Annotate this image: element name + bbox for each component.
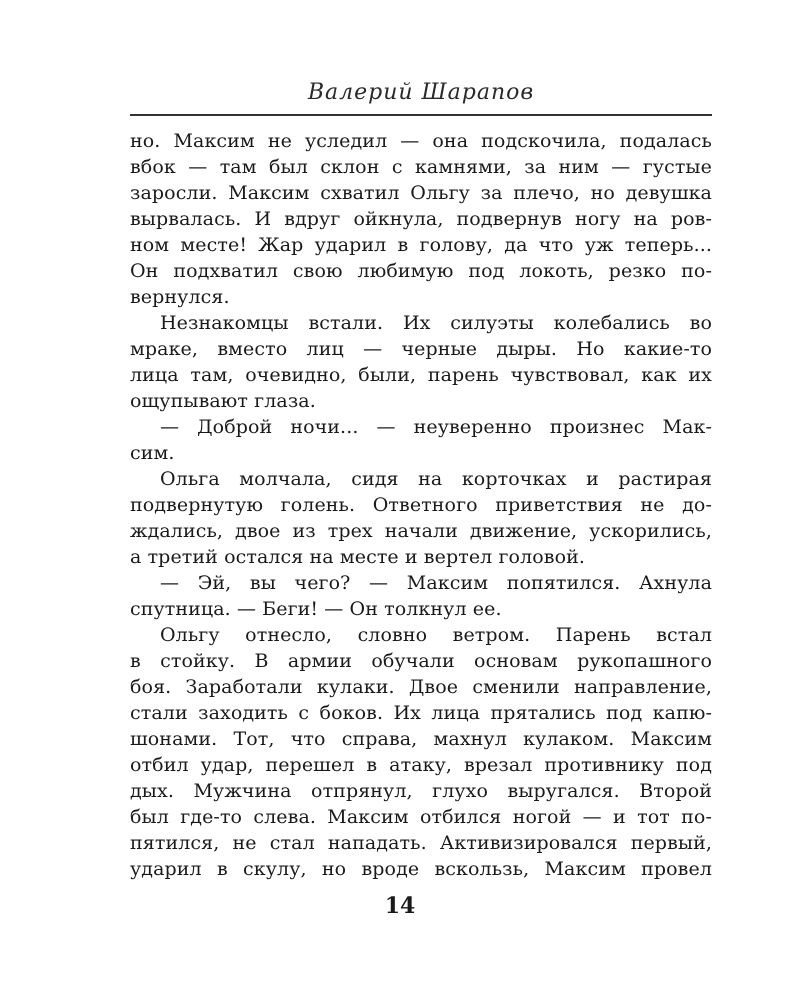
text-line: в стойку. В армии обучали основам рукопашного	[130, 650, 712, 672]
text-line: а третий остался на месте и вертел головой.	[130, 546, 586, 568]
body-text	[130, 128, 712, 882]
text-line: вырвалась. И вдруг ойкнула, подвернув ногу на ров-	[130, 208, 712, 230]
text-line: ощупывают глаза.	[130, 390, 316, 412]
text-line: сим.	[130, 442, 175, 464]
paragraph-start-line: — Эй, вы чего? — Максим попятился. Ахнула	[160, 572, 712, 594]
text-line: вернулся.	[130, 286, 230, 308]
text-line: шонами. Тот, что справа, махнул кулаком. Максим	[130, 728, 712, 750]
text-line: но. Максим не уследил — она подскочила, подалась	[130, 130, 712, 152]
paragraph-start-line: Ольгу отнесло, словно ветром. Парень встал	[160, 624, 712, 646]
text-line: ударил в скулу, но вроде вскользь, Максим провел	[130, 858, 712, 880]
text-line: мраке, вместо лиц — черные дыры. Но какие-то	[130, 338, 712, 360]
paragraph-start-line: — Доброй ночи... — неуверенно произнес Мак-	[160, 416, 712, 438]
text-line: дых. Мужчина отпрянул, глухо выругался. Второй	[130, 780, 712, 802]
paragraph-start-line: Незнакомцы встали. Их силуэты колебались во	[160, 312, 712, 334]
text-line: подвернутую голень. Ответного приветствия не до-	[130, 494, 712, 516]
text-line: отбил удар, перешел в атаку, врезал противнику под	[130, 754, 712, 776]
text-line: боя. Заработали кулаки. Двое сменили направление,	[130, 676, 712, 698]
header-divider	[130, 114, 712, 116]
running-header-author: Валерий Шарапов	[307, 80, 535, 105]
text-line: лица там, очевидно, были, парень чувствовал, как их	[130, 364, 712, 386]
text-line: стали заходить с боков. Их лица прятались под капю-	[130, 702, 712, 724]
text-line: Он подхватил свою любимую под локоть, резко по-	[130, 260, 712, 282]
text-line: заросли. Максим схватил Ольгу за плечо, но девушка	[130, 182, 712, 204]
text-line: ждались, двое из трех начали движение, ускорились,	[130, 520, 712, 542]
paragraph-start-line: Ольга молчала, сидя на корточках и растирая	[160, 468, 712, 490]
text-line: был где-то слева. Максим отбился ногой — и тот по-	[130, 806, 712, 828]
text-line: спутница. — Беги! — Он толкнул ее.	[130, 598, 502, 620]
text-line: пятился, не стал нападать. Активизировался первый,	[130, 832, 712, 854]
text-line: вбок — там был склон с камнями, за ним — густые	[130, 156, 712, 178]
page-number: 14	[384, 893, 416, 919]
text-line: ном месте! Жар ударил в голову, да что уж теперь...	[130, 234, 712, 256]
